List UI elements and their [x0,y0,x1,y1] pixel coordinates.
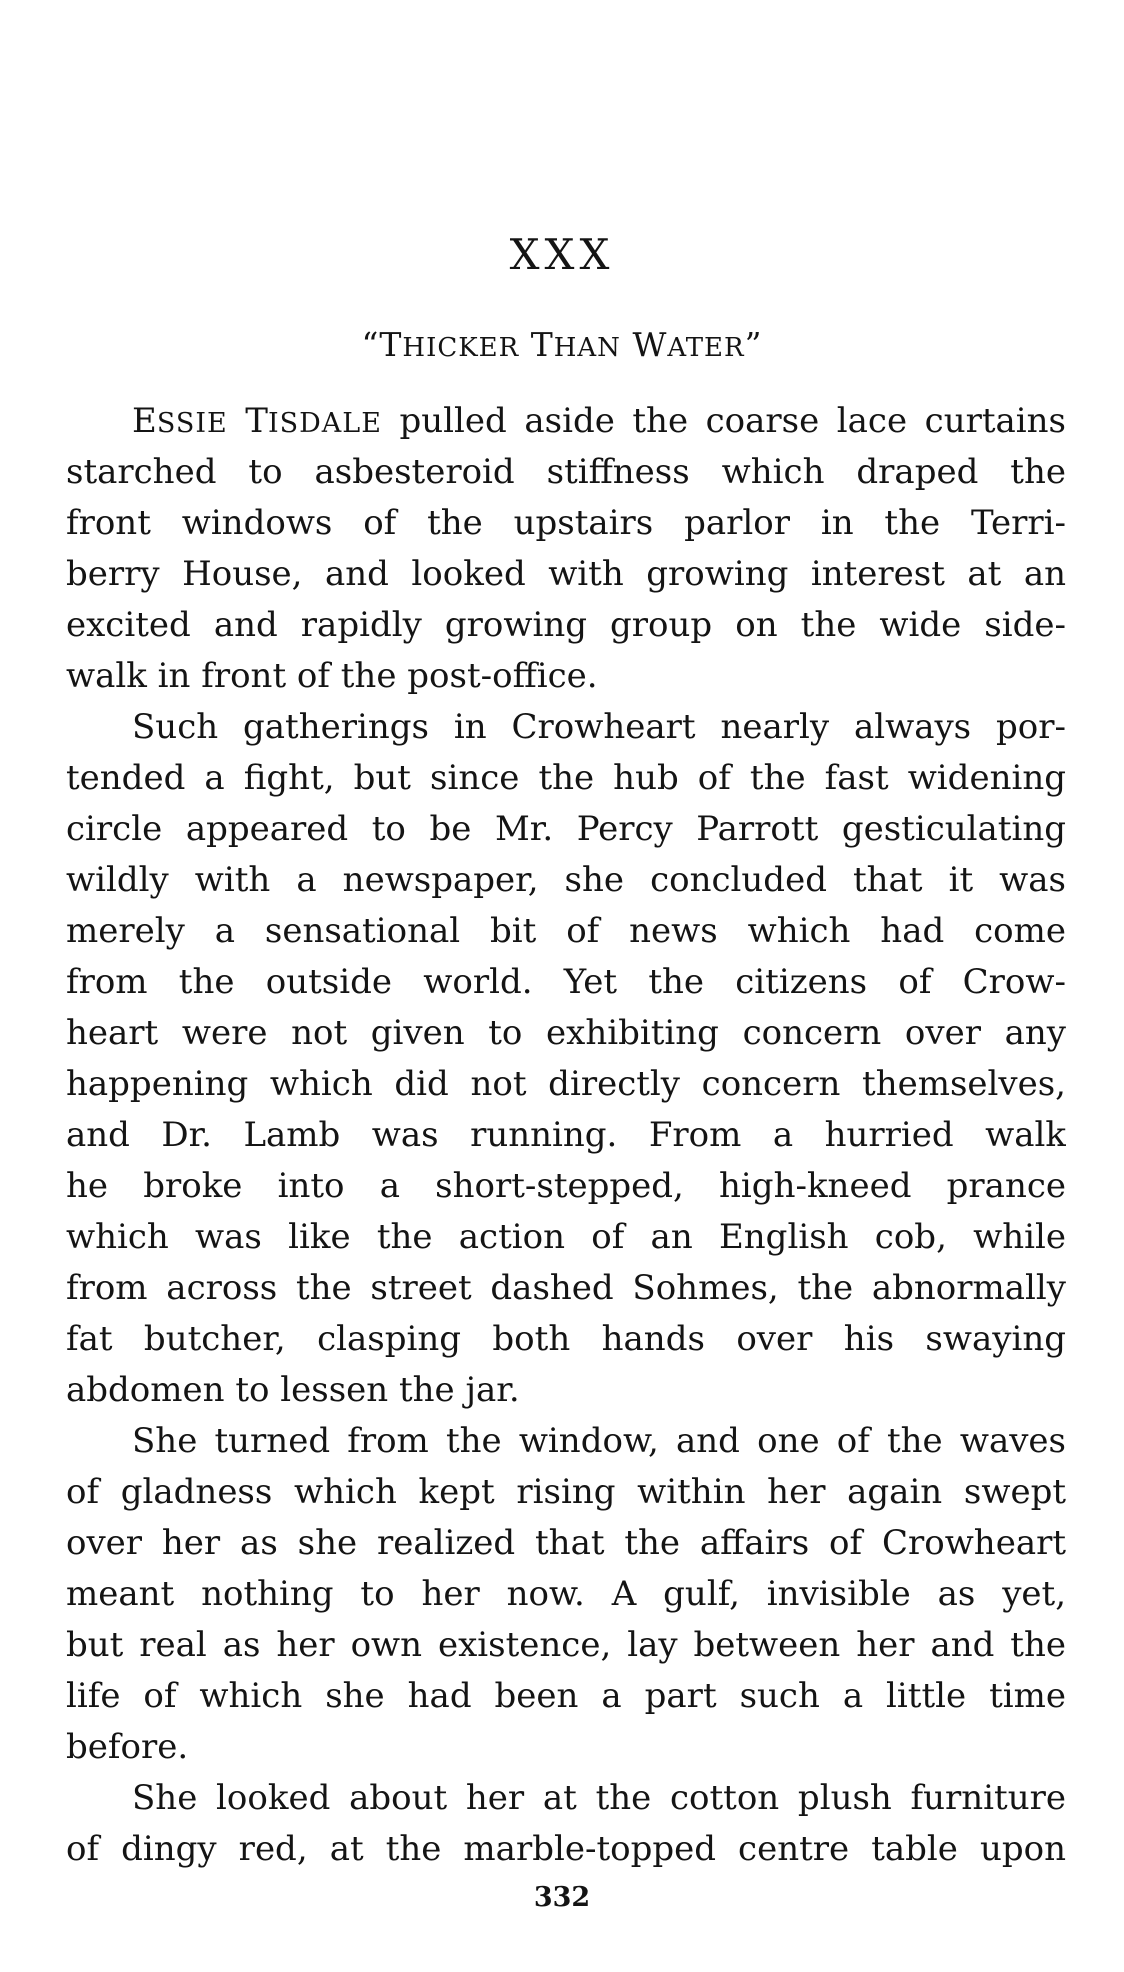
paragraph [66,1773,1066,1875]
text-line: heart were not given to exhibiting concern over any [66,1013,1066,1053]
text-line: of dingy red, at the marble-topped centre table upon [66,1829,1066,1869]
text-line: meant nothing to her now. A gulf, invisible as yet, [66,1574,1066,1614]
paragraph [66,1416,1066,1773]
text-line: of gladness which kept rising within her again swept [66,1472,1066,1512]
text-line: fat butcher, clasping both hands over his swaying [66,1319,1066,1359]
text-line: wildly with a newspaper, she concluded that it was [66,860,1066,900]
chapter-body [66,396,1066,1875]
opening-name-isdale: ISDALE [267,408,382,439]
text-line: walk in front of the post-office. [66,656,598,696]
opening-name-ssie: SSIE [156,408,228,439]
title-word-2-rest: HAN [553,333,621,363]
text-line: and Dr. Lamb was running. From a hurried walk [66,1115,1066,1155]
page-number: 332 [533,1882,591,1913]
title-word-3-rest: ATER [667,333,745,363]
chapter-title [0,325,1124,364]
text-line: She turned from the window, and one of the waves [132,1421,1066,1461]
text-line: before. [66,1727,189,1767]
text-line: abdomen to lessen the jar. [66,1370,520,1410]
text-line: circle appeared to be Mr. Percy Parrott gesticulating [66,809,1066,849]
opening-line-rest: pulled aside the coarse lace curtains [381,401,1066,441]
text-line: tended a fight, but since the hub of the fast widening [66,758,1066,798]
text-line: over her as she realized that the affairs of Crowheart [66,1523,1066,1563]
text-line: from across the street dashed Sohmes, the abnormally [66,1268,1066,1308]
title-word-3-initial: W [632,325,668,364]
opening-name-initial-t: T [245,401,268,441]
title-word-1-rest: HICKER [402,333,520,363]
text-line: front windows of the upstairs parlor in the Terri- [66,503,1066,543]
paragraph [66,396,1066,702]
title-close-quote: ” [744,325,763,364]
title-word-2-initial: T [530,325,554,364]
text-line [66,396,1066,447]
paragraph [66,702,1066,1416]
text-line: which was like the action of an English cob, while [66,1217,1066,1257]
text-line: excited and rapidly growing group on the wide side- [66,605,1066,645]
chapter-number: XXX [509,230,615,279]
text-line: starched to asbesteroid stiffness which draped the [66,452,1066,492]
text-line: She looked about her at the cotton plush furniture [132,1778,1066,1818]
title-word-1-initial: T [379,325,403,364]
text-line: but real as her own existence, lay between her and the [66,1625,1066,1665]
text-line: he broke into a short-stepped, high-kneed prance [66,1166,1066,1206]
text-line: happening which did not directly concern themselves, [66,1064,1066,1104]
text-line: berry House, and looked with growing interest at an [66,554,1066,594]
text-line: life of which she had been a part such a little time [66,1676,1066,1716]
opening-name [132,401,382,441]
title-open-quote: “ [361,325,380,364]
text-line: Such gatherings in Crowheart nearly always por- [132,707,1066,747]
text-line: merely a sensational bit of news which had come [66,911,1066,951]
text-line: from the outside world. Yet the citizens of Crow- [66,962,1066,1002]
opening-name-initial-e: E [132,401,157,441]
